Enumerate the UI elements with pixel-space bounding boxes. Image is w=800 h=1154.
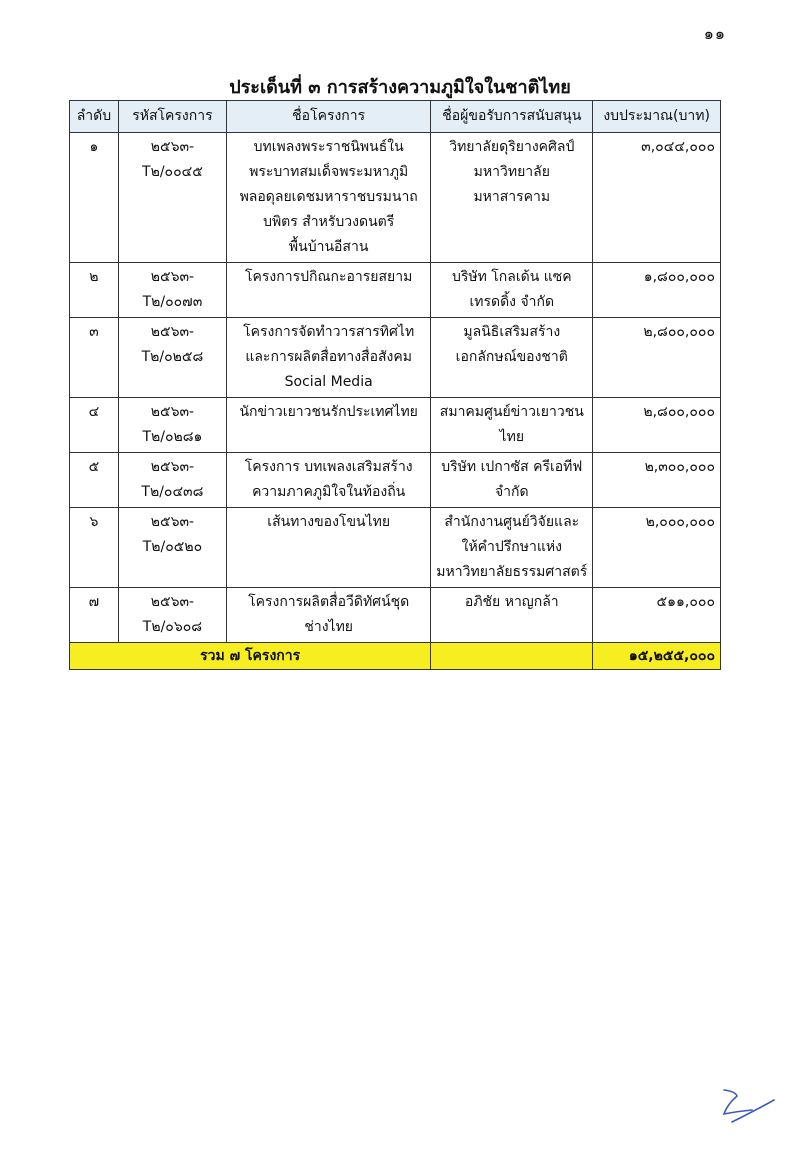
column-header-line: ชื่อโครงการ: [292, 108, 366, 124]
project-code: [118, 318, 226, 398]
project-code: [118, 453, 226, 508]
project-name: [227, 508, 431, 588]
table-row: [70, 508, 721, 588]
project-code-line: T๒/๐๐๗๓: [142, 294, 203, 310]
project-budget: ๕๑๑,๐๐๐: [593, 588, 721, 643]
project-budget: ๒,๘๐๐,๐๐๐: [593, 318, 721, 398]
project-code-line: ๒๕๖๓-: [150, 514, 195, 530]
total-label: รวม ๗ โครงการ: [70, 643, 431, 670]
column-header-line: (บาท): [673, 108, 710, 124]
project-name: [227, 398, 431, 453]
row-number: ๓: [70, 318, 119, 398]
applicant-name-line: มหาวิทยาลัย: [473, 164, 550, 180]
total-row: [70, 643, 721, 670]
page-number: ๑๑: [703, 24, 726, 43]
row-number: ๗: [70, 588, 119, 643]
applicant-name-line: จำกัด: [494, 484, 529, 500]
applicant-name-line: มูลนิธิเสริมสร้าง: [463, 324, 561, 340]
project-code-line: ๒๕๖๓-: [150, 459, 195, 475]
row-number: ๔: [70, 398, 119, 453]
project-code-line: T๒/๐๕๒๐: [142, 539, 203, 555]
project-name-line: เส้นทางของโขนไทย: [267, 514, 391, 530]
column-header: [118, 101, 226, 133]
total-budget: ๑๕,๒๕๕,๐๐๐: [593, 643, 721, 670]
project-code-line: T๒/๐๔๓๘: [141, 484, 204, 500]
project-name-line: พลอดุลยเดชมหาราชบรมนาถ: [239, 189, 418, 205]
project-code-line: T๒/๐๒๘๑: [142, 429, 203, 445]
project-budget: ๒,๘๐๐,๐๐๐: [593, 398, 721, 453]
project-name-line: บพิตร สำหรับวงดนตรี: [263, 214, 395, 230]
project-code-line: ๒๕๖๓-: [150, 269, 195, 285]
project-code-line: T๒/๐๖๐๘: [142, 619, 203, 635]
page-title: ประเด็นที่ ๓ การสร้างความภูมิใจในชาติไทย: [229, 77, 571, 98]
applicant-name: [431, 133, 593, 263]
project-code: [118, 263, 226, 318]
applicant-name: [431, 318, 593, 398]
applicant-name-line: เทรดดิ้ง จำกัด: [469, 294, 555, 310]
project-name: [227, 263, 431, 318]
project-name: [227, 133, 431, 263]
project-name-line: และการผลิตสื่อทางสื่อสังคม: [245, 349, 412, 365]
applicant-name: [431, 398, 593, 453]
project-code-line: ๒๕๖๓-: [150, 324, 195, 340]
row-number: ๕: [70, 453, 119, 508]
column-header-line: งบประมาณ: [603, 108, 674, 124]
row-number: ๑: [70, 133, 119, 263]
project-code-line: ๒๕๖๓-: [150, 139, 195, 155]
applicant-name-line: ให้คำปรึกษาแห่ง: [461, 539, 562, 555]
applicant-name-line: มหาวิทยาลัยธรรมศาสตร์: [436, 564, 588, 580]
project-code: [118, 398, 226, 453]
applicant-name-line: บริษัท โกลเด้น แซค: [451, 269, 572, 285]
column-header-line: การสนับสนุน: [502, 108, 582, 124]
budget-table: [69, 100, 721, 670]
project-name: [227, 318, 431, 398]
project-name: [227, 453, 431, 508]
total-empty-cell: [431, 643, 593, 670]
applicant-name: [431, 453, 593, 508]
applicant-name-line: สำนักงานศูนย์วิจัยและ: [444, 514, 580, 530]
project-code-line: ๒๕๖๓-: [150, 404, 195, 420]
column-header-line: รหัสโครงการ: [132, 108, 213, 124]
project-name-line: ความภาคภูมิใจในท้องถิ่น: [252, 484, 406, 500]
applicant-name-line: บริษัท เปกาซัส ครีเอทีฟ: [441, 459, 583, 475]
project-name-line: โครงการจัดทำวารสารทิศไท: [243, 324, 415, 340]
project-code-line: T๒/๐๐๔๕: [142, 164, 203, 180]
project-code: [118, 588, 226, 643]
project-name-line: บทเพลงพระราชนิพนธ์ใน: [253, 139, 404, 155]
column-header-line: ชื่อผู้ขอรับ: [442, 108, 503, 124]
applicant-name-line: ไทย: [499, 429, 525, 445]
handwritten-mark: [712, 1082, 782, 1132]
handwritten-mark-stroke: [724, 1090, 774, 1122]
applicant-name: [431, 588, 593, 643]
row-number: ๒: [70, 263, 119, 318]
project-name-line: โครงการผลิตสื่อวีดิทัศน์ชุด: [248, 594, 410, 610]
column-header: [431, 101, 593, 133]
applicant-name: [431, 508, 593, 588]
column-header: [227, 101, 431, 133]
project-budget: ๓,๐๔๔,๐๐๐: [593, 133, 721, 263]
project-name: [227, 588, 431, 643]
table-row: [70, 133, 721, 263]
applicant-name-line: เอกลักษณ์ของชาติ: [455, 349, 568, 365]
project-name-line: พื้นบ้านอีสาน: [288, 239, 369, 255]
column-header-line: ลำดับ: [76, 108, 112, 124]
project-name-line: โครงการปกิณกะอารยสยาม: [245, 269, 413, 285]
applicant-name-line: อภิชัย หาญกล้า: [464, 594, 559, 610]
table-row: [70, 588, 721, 643]
applicant-name: [431, 263, 593, 318]
project-budget: ๒,๓๐๐,๐๐๐: [593, 453, 721, 508]
applicant-name-line: วิทยาลัยดุริยางคศิลป์: [449, 139, 575, 155]
table-row: [70, 398, 721, 453]
row-number: ๖: [70, 508, 119, 588]
project-name-line: พระบาทสมเด็จพระมหาภูมิ: [249, 164, 409, 180]
project-code-line: T๒/๐๒๕๘: [141, 349, 204, 365]
project-code: [118, 133, 226, 263]
table-body: [70, 133, 721, 643]
table-header-row: [70, 101, 721, 133]
project-name-line: โครงการ บทเพลงเสริมสร้าง: [244, 459, 413, 475]
project-name-line: ช่างไทย: [304, 619, 353, 635]
applicant-name-line: มหาสารคาม: [473, 189, 551, 205]
project-code: [118, 508, 226, 588]
table-row: [70, 263, 721, 318]
column-header: [593, 101, 721, 133]
table-row: [70, 453, 721, 508]
project-name-line: นักข่าวเยาวชนรักประเทศไทย: [239, 404, 418, 420]
project-budget: ๑,๘๐๐,๐๐๐: [593, 263, 721, 318]
table-row: [70, 318, 721, 398]
project-code-line: ๒๕๖๓-: [150, 594, 195, 610]
project-name-line: Social Media: [284, 374, 373, 390]
column-header: [70, 101, 119, 133]
applicant-name-line: สมาคมศูนย์ข่าวเยาวชน: [439, 404, 584, 420]
project-budget: ๒,๐๐๐,๐๐๐: [593, 508, 721, 588]
